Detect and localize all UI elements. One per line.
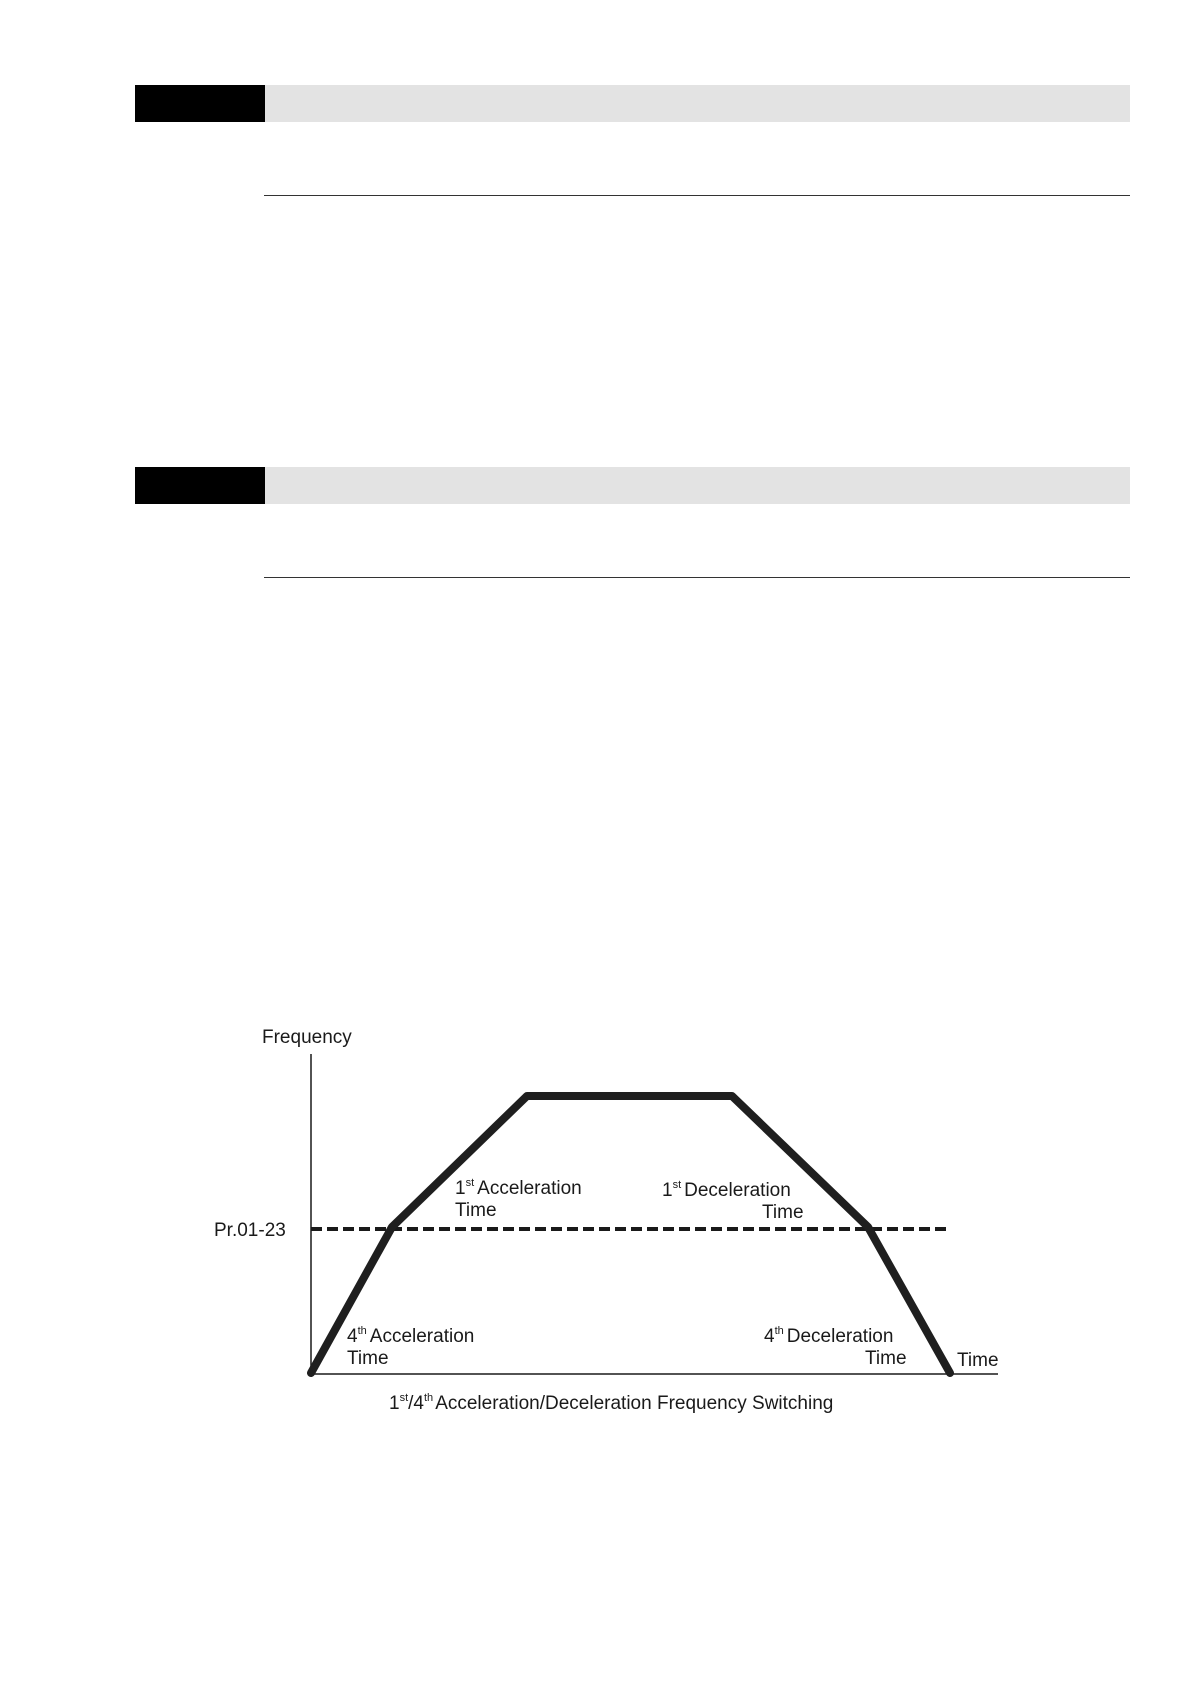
x-axis-label: Time [957,1350,999,1371]
first-decel-label: 1st Deceleration [662,1179,791,1201]
first-decel-time-label: Time [762,1202,804,1223]
y-axis-label: Frequency [262,1027,352,1048]
first-accel-label: 1st Acceleration [455,1177,582,1199]
fourth-decel-label: 4th Deceleration [764,1325,894,1347]
fourth-accel-label: 4th Acceleration [347,1325,475,1347]
figure-caption: 1st/4th Acceleration/Deceleration Frequency Switching [389,1392,834,1414]
threshold-label: Pr.01-23 [214,1220,286,1241]
fourth-accel-time-label: Time [347,1348,389,1369]
first-accel-time-label: Time [455,1200,497,1221]
fourth-decel-time-label: Time [865,1348,907,1369]
